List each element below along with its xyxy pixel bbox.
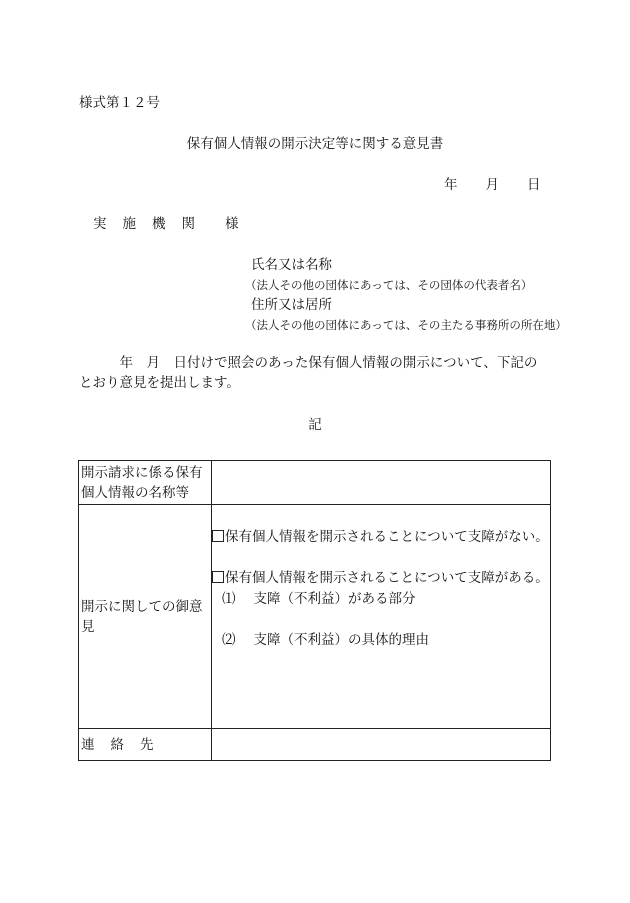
sender-name-label: 氏名又は名称 xyxy=(251,257,332,273)
info-name-label-line-2: 個人情報の名称等 xyxy=(81,484,189,501)
sub-item-1-text: 支障（不利益）がある部分 xyxy=(253,591,416,607)
ki-heading: 記 xyxy=(308,417,322,433)
addressee-honorific: 様 xyxy=(225,216,241,232)
info-name-label-line-1: 開示請求に係る保有 xyxy=(81,464,203,481)
checkbox-no-issue[interactable] xyxy=(212,530,224,542)
option-no-issue[interactable] xyxy=(212,525,549,545)
sender-address-note: （法人その他の団体にあっては、その主たる事務所の所在地） xyxy=(245,318,567,332)
table-row xyxy=(79,505,551,729)
opinion-table xyxy=(78,460,551,761)
document-title: 保有個人情報の開示決定等に関する意見書 xyxy=(186,136,444,152)
option-issue[interactable] xyxy=(212,566,549,586)
sender-address-label: 住所又は居所 xyxy=(251,297,332,313)
contact-label-cell xyxy=(79,729,212,761)
date-day: 日 xyxy=(527,177,541,193)
checkbox-issue[interactable] xyxy=(212,571,224,583)
addressee-char: 関 xyxy=(181,216,197,232)
body-text xyxy=(79,354,554,394)
option-no-issue-text: 保有個人情報を開示されることについて支障がない。 xyxy=(225,529,549,545)
sub-item-2-number: ⑵ xyxy=(222,632,236,648)
date-line xyxy=(444,176,541,194)
sub-item-2-text: 支障（不利益）の具体的理由 xyxy=(253,632,429,648)
date-month: 月 xyxy=(485,177,499,193)
sub-item-1-number: ⑴ xyxy=(222,591,236,607)
contact-char: 先 xyxy=(140,736,154,753)
addressee-char: 実 xyxy=(93,216,109,232)
opinion-label-line-2: 見 xyxy=(81,618,95,635)
contact-char: 絡 xyxy=(110,736,124,753)
table-row xyxy=(79,729,551,761)
option-issue-text: 保有個人情報を開示されることについて支障がある。 xyxy=(225,570,549,586)
addressee-char: 機 xyxy=(152,216,168,232)
info-name-label-cell xyxy=(79,461,212,505)
contact-field[interactable] xyxy=(212,729,551,761)
sender-name-note: （法人その他の団体にあっては、その団体の代表者名） xyxy=(245,278,533,292)
info-name-field[interactable] xyxy=(212,461,551,505)
table-row xyxy=(79,461,551,505)
opinion-label-cell xyxy=(79,505,212,729)
addressee xyxy=(93,215,241,233)
sub-item-2 xyxy=(222,628,429,648)
opinion-field xyxy=(212,505,551,729)
sub-item-1 xyxy=(222,587,416,607)
date-year: 年 xyxy=(444,177,458,193)
contact-char: 連 xyxy=(81,736,95,753)
body-line-1: 年 月 日付けで照会のあった保有個人情報の開示について、下記の xyxy=(79,355,538,371)
body-line-2: とおり意見を提出します。 xyxy=(79,375,240,391)
opinion-label-line-1: 開示に関しての御意 xyxy=(81,598,203,615)
form-number: 様式第１２号 xyxy=(79,95,160,111)
addressee-char: 施 xyxy=(122,216,138,232)
